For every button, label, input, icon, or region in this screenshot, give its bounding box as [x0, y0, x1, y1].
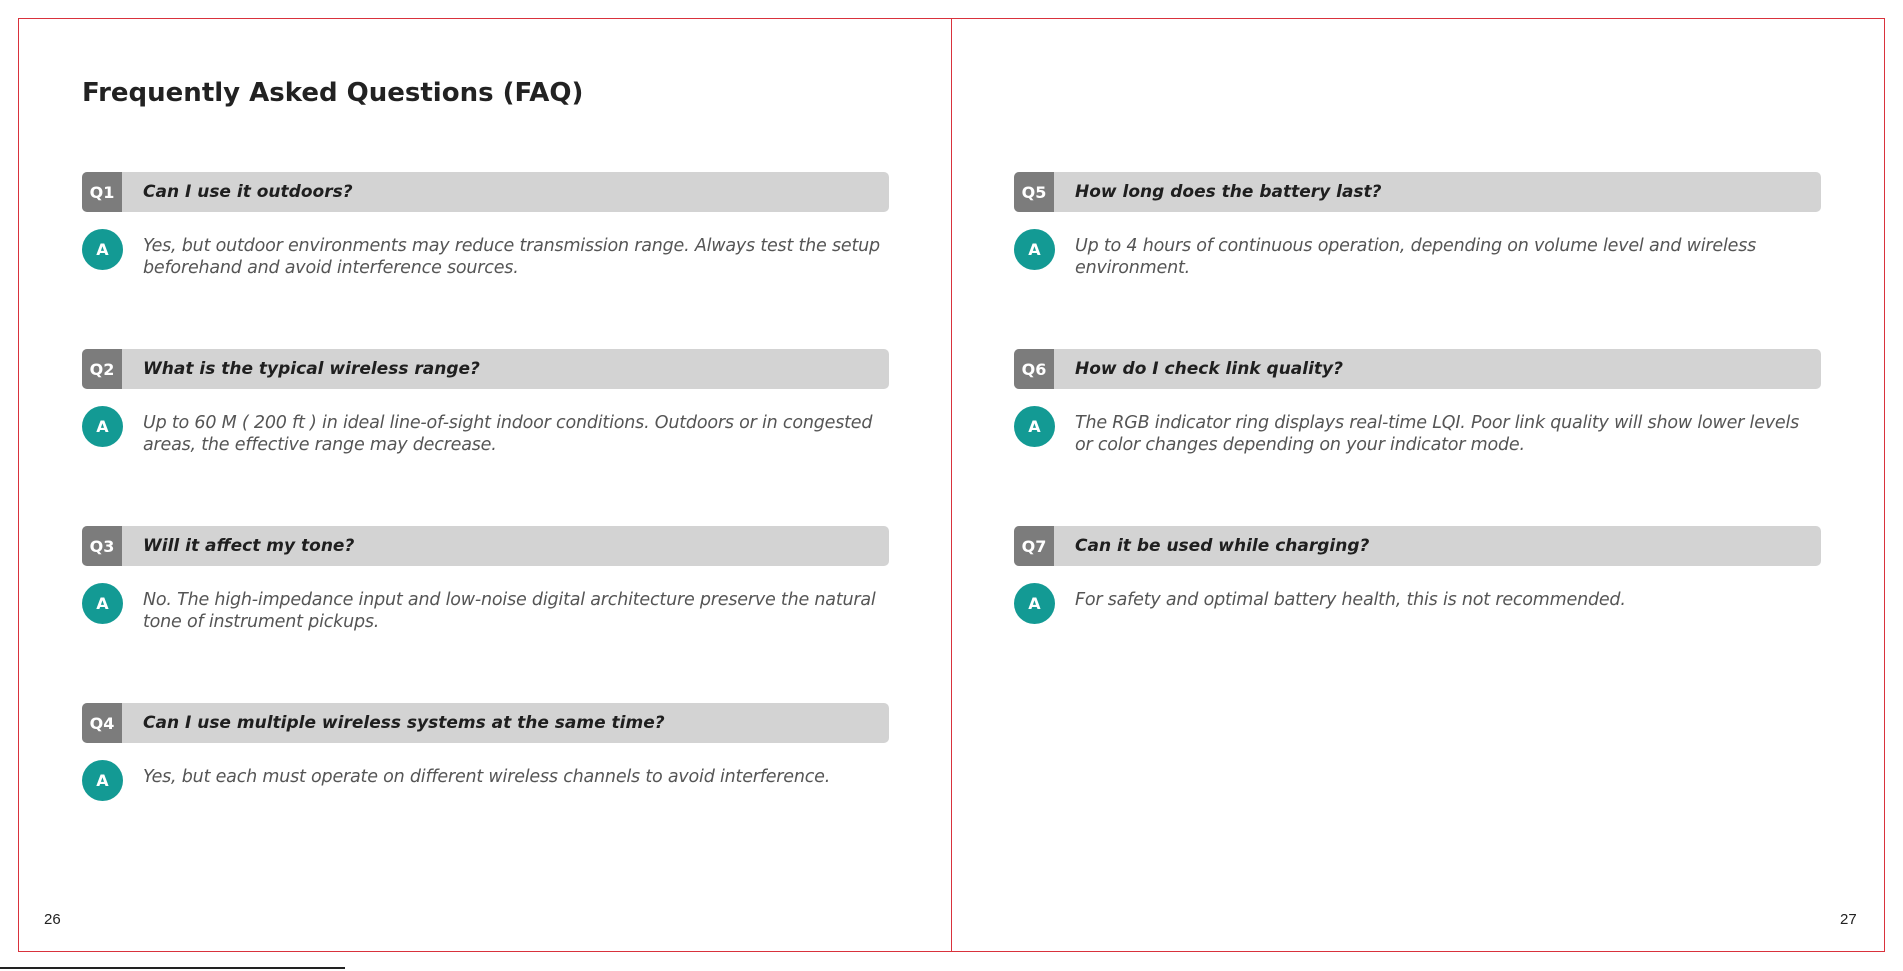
answer-row [1014, 406, 1821, 456]
answer-row [1014, 229, 1821, 279]
faq-item-q1 [82, 172, 889, 279]
question-bar [82, 703, 889, 743]
page-title: Frequently Asked Questions (FAQ) [82, 78, 584, 108]
question-text: Will it affect my tone? [143, 536, 355, 556]
question-bar [82, 526, 889, 566]
answer-row [82, 760, 889, 801]
answer-badge: A [82, 406, 123, 447]
question-number-tag: Q5 [1014, 172, 1054, 212]
question-number-tag: Q6 [1014, 349, 1054, 389]
answer-text: For safety and optimal battery health, this is not recommended. [1075, 590, 1626, 610]
question-number-tag: Q7 [1014, 526, 1054, 566]
question-bar [1014, 172, 1821, 212]
answer-text: Up to 60 M ( 200 ft ) in ideal line-of-sight indoor conditions. Outdoors or in congested areas, the effective range may decrease. [143, 413, 873, 455]
page-gutter-divider [951, 18, 952, 952]
question-number-tag: Q4 [82, 703, 122, 743]
answer-badge: A [1014, 229, 1055, 270]
answer-text: No. The high-impedance input and low-noise digital architecture preserve the natural tone of instrument pickups. [143, 590, 876, 632]
question-text: What is the typical wireless range? [143, 359, 480, 379]
faq-item-q4 [82, 703, 889, 801]
question-text: Can it be used while charging? [1075, 536, 1370, 556]
question-text: Can I use multiple wireless systems at the same time? [143, 713, 665, 733]
question-number-tag: Q1 [82, 172, 122, 212]
faq-item-q5 [1014, 172, 1821, 279]
question-bar [82, 172, 889, 212]
question-text: How long does the battery last? [1075, 182, 1382, 202]
answer-badge: A [82, 229, 123, 270]
answer-row [82, 406, 889, 456]
faq-item-q2 [82, 349, 889, 456]
question-bar [1014, 526, 1821, 566]
answer-badge: A [82, 583, 123, 624]
page-number-left: 26 [44, 911, 61, 928]
answer-text: Yes, but outdoor environments may reduce transmission range. Always test the setup beforehand and avoid interference sources. [143, 236, 880, 278]
faq-item-q7 [1014, 526, 1821, 624]
page-number-right: 27 [1840, 911, 1857, 928]
answer-row [82, 583, 889, 633]
answer-badge: A [1014, 406, 1055, 447]
question-text: How do I check link quality? [1075, 359, 1343, 379]
answer-row [1014, 583, 1821, 624]
answer-badge: A [1014, 583, 1055, 624]
answer-row [82, 229, 889, 279]
question-bar [1014, 349, 1821, 389]
faq-item-q3 [82, 526, 889, 633]
question-number-tag: Q3 [82, 526, 122, 566]
answer-text: The RGB indicator ring displays real-time LQI. Poor link quality will show lower levels or color changes depending on your indicator mode. [1075, 413, 1800, 455]
question-bar [82, 349, 889, 389]
answer-badge: A [82, 760, 123, 801]
question-text: Can I use it outdoors? [143, 182, 353, 202]
faq-item-q6 [1014, 349, 1821, 456]
bottom-edge-rule [0, 967, 345, 969]
answer-text: Up to 4 hours of continuous operation, depending on volume level and wireless environment. [1075, 236, 1757, 278]
question-number-tag: Q2 [82, 349, 122, 389]
answer-text: Yes, but each must operate on different wireless channels to avoid interference. [143, 767, 831, 787]
